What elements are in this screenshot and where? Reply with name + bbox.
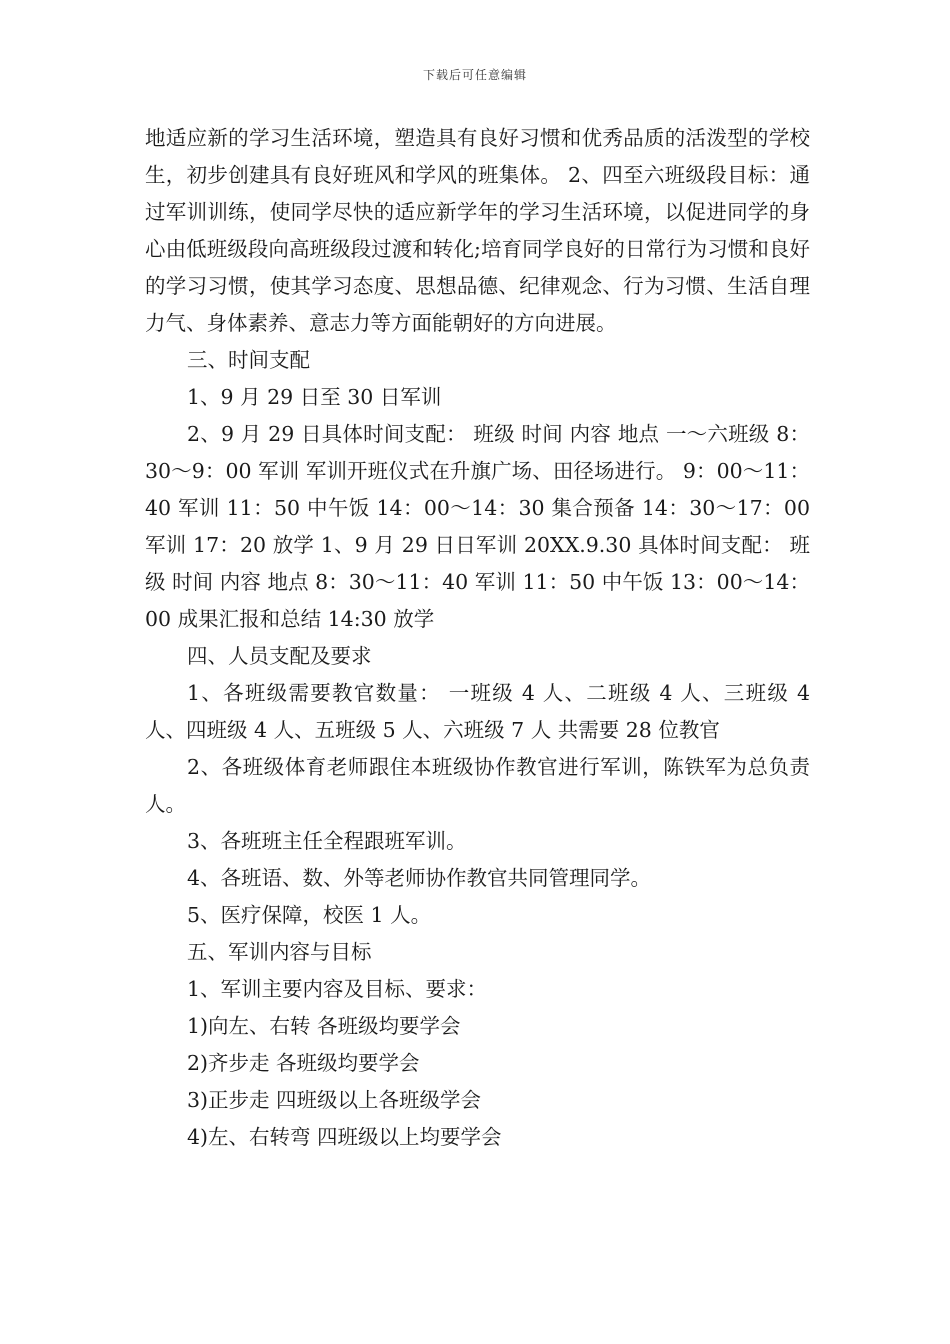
paragraph-training-dates: 1、9 月 29 日至 30 日军训 (187, 385, 442, 409)
document-body (145, 120, 810, 1156)
list-item-wheel-turn: 4)左、右转弯 四班级以上均要学会 (187, 1125, 502, 1149)
section-heading-staffing: 四、人员支配及要求 (187, 644, 372, 668)
section-heading-content: 五、军训内容与目标 (187, 940, 372, 964)
paragraph-daily-schedule: 2、9 月 29 日具体时间支配： 班级 时间 内容 地点 一～六班级 8：30～9：00 军训 军训开班仪式在升旗广场、田径场进行。 9：00～11：40 军训 11：50 中午饭 14：00～14：30 集合预备 14：30～17：00 军训 17：20 放学 1、9 月 29 日日军训 20XX.9.30 具体时间支配： 班级 时间 内容 地点 8：30～11：40 军训 11：50 中午饭 13：00～14：00 成果汇报和总结 14:30 放学 (145, 422, 810, 631)
page-header: 下载后可任意编辑 (422, 68, 527, 82)
paragraph-medical: 5、医疗保障，校医 1 人。 (187, 903, 432, 927)
list-item-march: 2)齐步走 各班级均要学会 (187, 1051, 420, 1075)
paragraph-pe-teachers: 2、各班级体育老师跟住本班级协作教官进行军训，陈铁军为总负责人。 (145, 755, 810, 816)
list-item-goose-step: 3)正步走 四班级以上各班级学会 (187, 1088, 482, 1112)
paragraph-instructor-count: 1、各班级需要教官数量： 一班级 4 人、二班级 4 人、三班级 4 人、四班级 4 人、五班级 5 人、六班级 7 人 共需要 28 位教官 (145, 681, 810, 742)
paragraph-content-intro: 1、军训主要内容及目标、要求： (187, 977, 488, 1001)
paragraph-subject-teachers: 4、各班语、数、外等老师协作教官共同管理同学。 (187, 866, 652, 890)
section-heading-schedule: 三、时间支配 (187, 348, 310, 372)
paragraph-goals: 地适应新的学习生活环境，塑造具有良好习惯和优秀品质的活泼型的学校生，初步创建具有良好班风和学风的班集体。 2、四至六班级段目标：通过军训训练，使同学尽快的适应新学年的学习生活环境，以促进同学的身心由低班级段向高班级段过渡和转化;培育同学良好的日常行为习惯和良好的学习习惯，使其学习态度、思想品德、纪律观念、行为习惯、生活自理力气、身体素养、意志力等方面能朝好的方向进展。 (145, 126, 810, 335)
paragraph-head-teachers: 3、各班班主任全程跟班军训。 (187, 829, 467, 853)
list-item-turn: 1)向左、右转 各班级均要学会 (187, 1014, 461, 1038)
